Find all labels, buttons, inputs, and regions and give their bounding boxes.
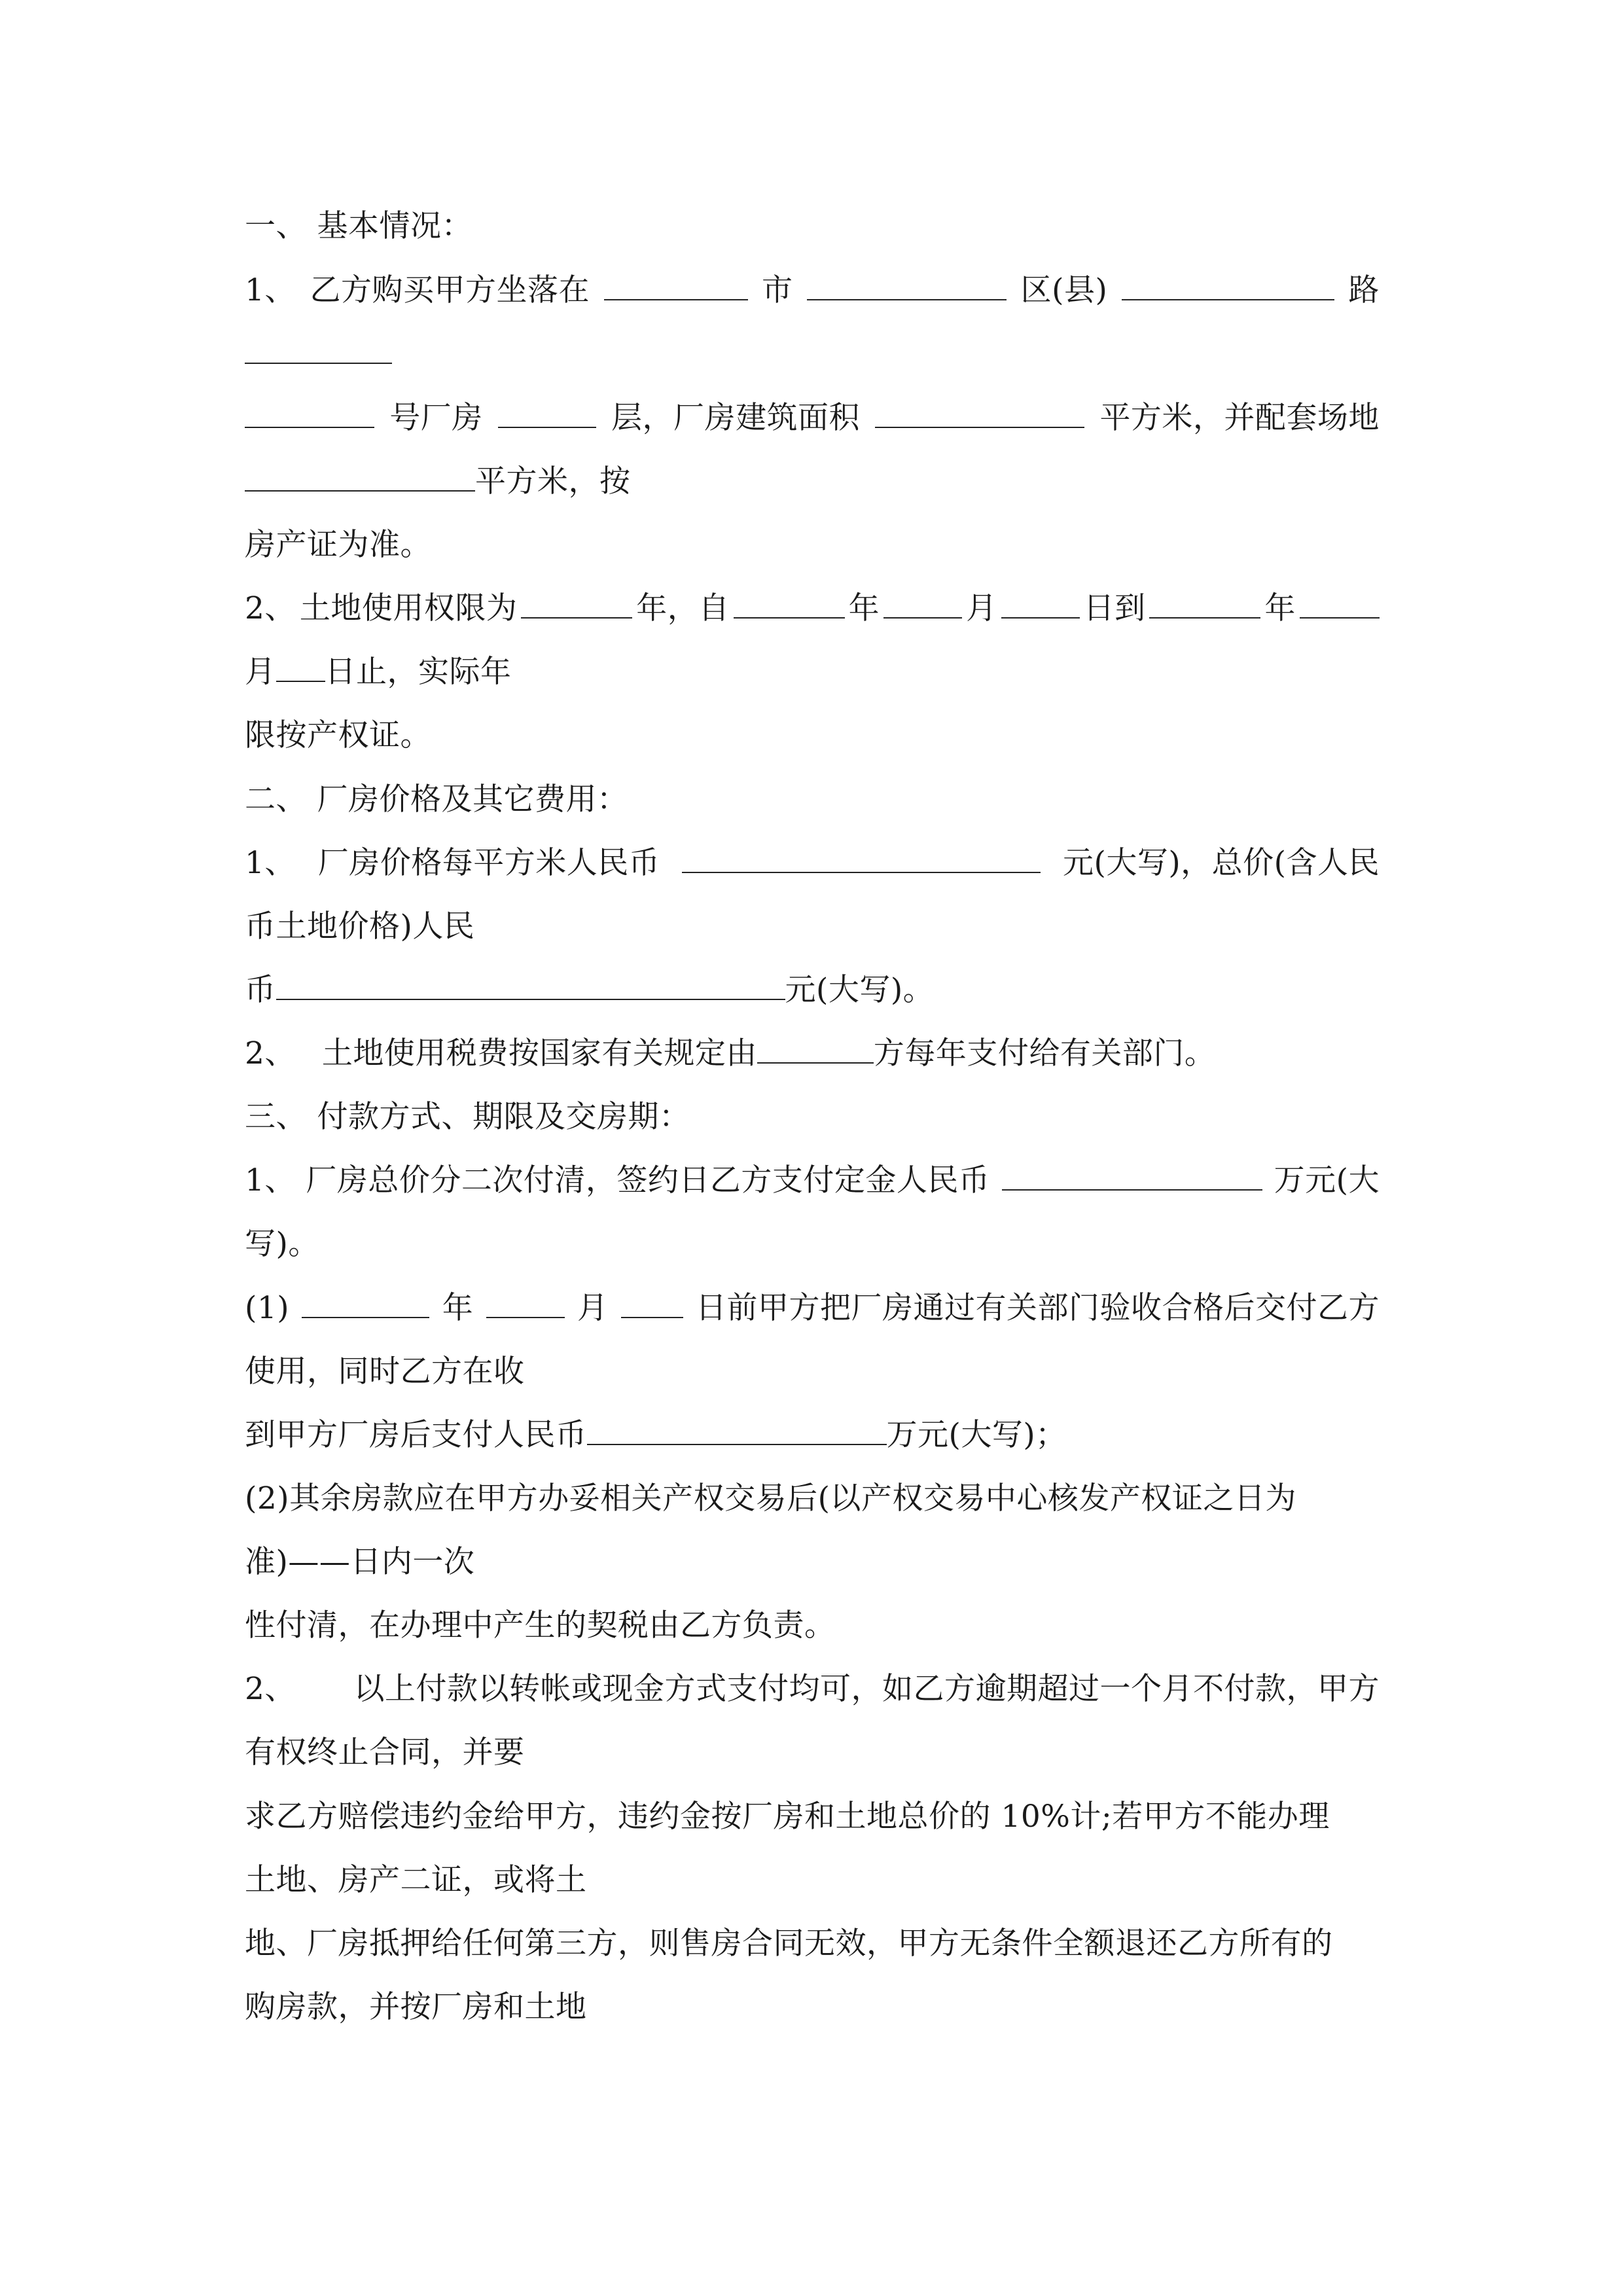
clause-3-2-line-4: 土地、房产二证，或将土 [245, 1862, 587, 1898]
clause-3-1-line-2: 写)。 [245, 1226, 319, 1262]
clause-3-2-line-6: 购房款，并按厂房和土地 [245, 1989, 587, 2025]
clause-2-2-line-1: 2、 土地使用税费按国家有关规定由 方每年支付给有关部门。 [245, 1032, 1380, 1075]
floor-blank[interactable] [498, 397, 596, 428]
section-heading-3: 三、 付款方式、期限及交房期： [245, 1099, 690, 1135]
clause-3-1-2-line-3: 性付清，在办理中产生的契税由乙方负责。 [245, 1607, 836, 1643]
clause-3-2-line-5: 地、厂房抵押给任何第三方，则售房合同无效，甲方无条件全额退还乙方所有的 [245, 1926, 1333, 1962]
handover-month-blank[interactable] [486, 1287, 565, 1318]
clause-3-1-1-line-1: (1) 年 月 日前甲方把厂房通过有关部门验收合格后交付乙方 [245, 1287, 1380, 1330]
second-payment-blank[interactable] [587, 1414, 887, 1445]
road-blank[interactable] [1122, 269, 1334, 300]
city-blank[interactable] [604, 269, 748, 300]
total-price-blank[interactable] [276, 969, 785, 1000]
clause-1-1-line-5: 房产证为准。 [245, 527, 431, 563]
clause-1-1-line-3: 号厂房 层，厂房建筑面积 平方米，并配套场地 [245, 397, 1380, 440]
clause-2-1-line-3: 币 元(大写)。 [245, 969, 1380, 1012]
clause-3-2-line-3: 求乙方赔偿违约金给甲方，违约金按厂房和土地总价的 10%计;若甲方不能办理 [245, 1799, 1330, 1835]
start-month-blank[interactable] [883, 587, 962, 619]
district-blank[interactable] [807, 269, 1007, 300]
clause-1-1-line-4: 平方米，按 [245, 460, 1380, 503]
clause-3-1-2-line-1: (2)其余房款应在甲方办妥相关产权交易后(以产权交易中心核发产权证之日为 [245, 1480, 1296, 1516]
unit-price-blank[interactable] [682, 842, 1041, 873]
clause-3-1-2-line-2: 准)——日内一次 [245, 1544, 475, 1580]
clause-1-2-line-3: 限按产权证。 [245, 717, 431, 753]
clause-2-1-line-1: 1、 厂房价格每平方米人民币 元(大写)，总价(含人民 [245, 842, 1380, 885]
clause-3-1-1-line-3: 到甲方厂房后支付人民币 万元(大写)； [245, 1414, 1380, 1457]
clause-3-1-line-1: 1、 厂房总价分二次付清，签约日乙方支付定金人民币 万元(大 [245, 1159, 1380, 1202]
road-blank-continued[interactable] [245, 332, 392, 364]
end-month-blank[interactable] [1300, 587, 1380, 619]
tax-payer-blank[interactable] [757, 1032, 874, 1064]
section-heading-2: 二、 厂房价格及其它费用： [245, 781, 628, 817]
section-heading-1: 一、 基本情况： [245, 208, 473, 244]
start-year-blank[interactable] [734, 587, 845, 619]
clause-2-1-line-2: 币土地价格)人民 [245, 908, 475, 944]
site-area-blank[interactable] [245, 460, 475, 492]
deposit-blank[interactable] [1002, 1159, 1262, 1191]
building-area-blank[interactable] [875, 397, 1084, 428]
building-number-blank[interactable] [245, 397, 374, 428]
clause-3-2-line-1: 2、 以上付款以转帐或现金方式支付均可，如乙方逾期超过一个月不付款，甲方 [245, 1671, 1380, 1707]
clause-3-2-line-2: 有权终止合同，并要 [245, 1734, 525, 1770]
start-day-blank[interactable] [1001, 587, 1080, 619]
handover-day-blank[interactable] [621, 1287, 683, 1318]
clause-1-2-line-2: 月 日止，实际年 [245, 651, 1380, 694]
end-year-blank[interactable] [1149, 587, 1260, 619]
term-years-blank[interactable] [521, 587, 632, 619]
handover-year-blank[interactable] [302, 1287, 429, 1318]
clause-1-1-line-2 [245, 332, 1380, 376]
clause-1-1-line-1: 1、 乙方购买甲方坐落在 市 区(县) 路 [245, 269, 1380, 312]
clause-3-1-1-line-2: 使用，同时乙方在收 [245, 1354, 525, 1390]
clause-1-2-line-1: 2、 土地使用权限为 年，自 年 月 日到 年 [245, 587, 1380, 630]
end-day-blank[interactable] [276, 651, 325, 682]
